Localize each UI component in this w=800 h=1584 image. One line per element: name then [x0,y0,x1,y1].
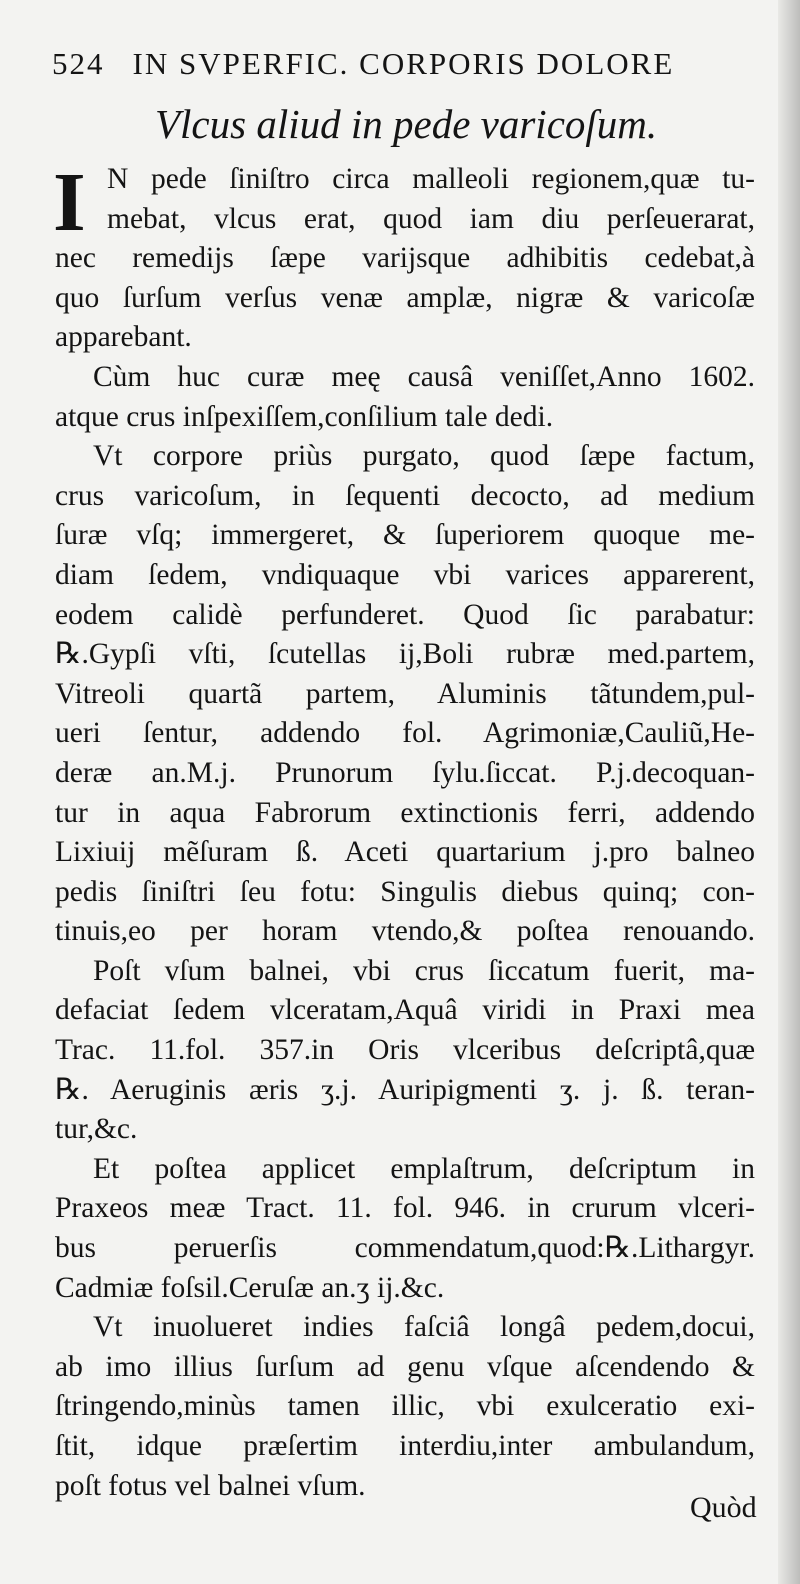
text-line: bus peruerſis commendatum,quod:℞.Lithargyr. [55,1232,755,1265]
text-line: Vitreoli quartã partem, Aluminis tãtundem,pul- [55,677,755,710]
text-line: eodem calidè perfunderet. Quod ſic parabatur: [55,598,755,631]
text-line: Vt corpore priùs purgato, quod ſæpe factum, [93,440,755,473]
text-line: tur,&c. [55,1113,138,1146]
catchword: Quòd [690,1491,757,1524]
text-line: ſtringendo,minùs tamen illic, vbi exulceratio exi- [55,1390,755,1423]
text-line: atque crus inſpexiſſem,conſilium tale dedi. [55,400,554,433]
text-line: ueri ſentur, addendo fol. Agrimoniæ,Cauliũ,He- [55,717,755,750]
text-line: deræ an.M.j. Prunorum ſylu.ſiccat. P.j.decoquan- [55,756,755,789]
text-line: ſuræ vſq; immergeret, & ſuperiorem quoque me- [55,519,755,552]
text-line: nec remedijs ſæpe varijsque adhibitis cedebat,à [55,242,755,275]
text-line: defaciat ſedem vlceratam,Aquâ viridi in Praxi mea [55,994,755,1027]
running-header [52,44,752,84]
drop-cap-initial: I [53,156,86,249]
text-line: Lixiuij mẽſuram ß. Aceti quartarium j.pro balneo [55,836,755,869]
text-line: pedis ſiniſtri ſeu fotu: Singulis diebus quinq; con- [55,875,755,908]
section-title: Vlcus aliud in pede varicoſum. [155,101,658,147]
text-line: mebat, vlcus erat, quod iam diu perſeuerarat, [107,202,755,235]
text-line: Trac. 11.fol. 357.in Oris vlceribus deſcriptâ,quæ [55,1034,755,1067]
text-line: Cùm huc curæ meę causâ veniſſet,Anno 1602. [93,360,755,393]
text-line: quo ſurſum verſus venæ amplæ, nigræ & varicoſæ [55,281,755,314]
text-line: Poſt vſum balnei, vbi crus ſiccatum fuerit, ma- [93,954,755,987]
text-line: poſt fotus vel balnei vſum. [55,1469,366,1502]
text-line: tinuis,eo per horam vtendo,& poſtea renouando. [55,915,755,948]
text-line: Vt inuolueret indies faſciâ longâ pedem,docui, [93,1311,755,1344]
body-text [53,156,755,1506]
text-line: tur in aqua Fabrorum extinctionis ferri, addendo [55,796,755,829]
text-line: Cadmiæ foſsil.Ceruſæ an.ʒ ij.&c. [55,1271,445,1304]
text-line: Praxeos meæ Tract. 11. fol. 946. in crurum vlceri- [55,1192,755,1225]
text-line: ℞. Aeruginis æris ʒ.j. Auripigmenti ʒ. j. ß. teran- [55,1073,755,1106]
text-line: ℞.Gypſi vſti, ſcutellas ij,Boli rubræ med.partem, [55,638,755,671]
text-line: ſtit, idque præſertim interdiu,inter ambulandum, [55,1430,755,1462]
text-line: N pede ſiniſtro circa malleoli regionem,quæ tu- [107,163,755,195]
page-number: 524 [52,46,105,81]
text-line: crus varicoſum, in ſequenti decocto, ad medium [55,479,755,512]
running-title: IN SVPERFIC. CORPORIS DOLORE [132,46,675,81]
text-line: ab imo illius ſurſum ad genu vſque aſcendendo & [55,1350,755,1383]
text-line: diam ſedem, vndiquaque vbi varices apparerent, [55,558,755,591]
text-line: apparebant. [55,321,192,354]
text-line: Et poſtea applicet emplaſtrum, deſcriptum in [93,1152,755,1185]
page-gutter-shadow [778,0,800,1584]
